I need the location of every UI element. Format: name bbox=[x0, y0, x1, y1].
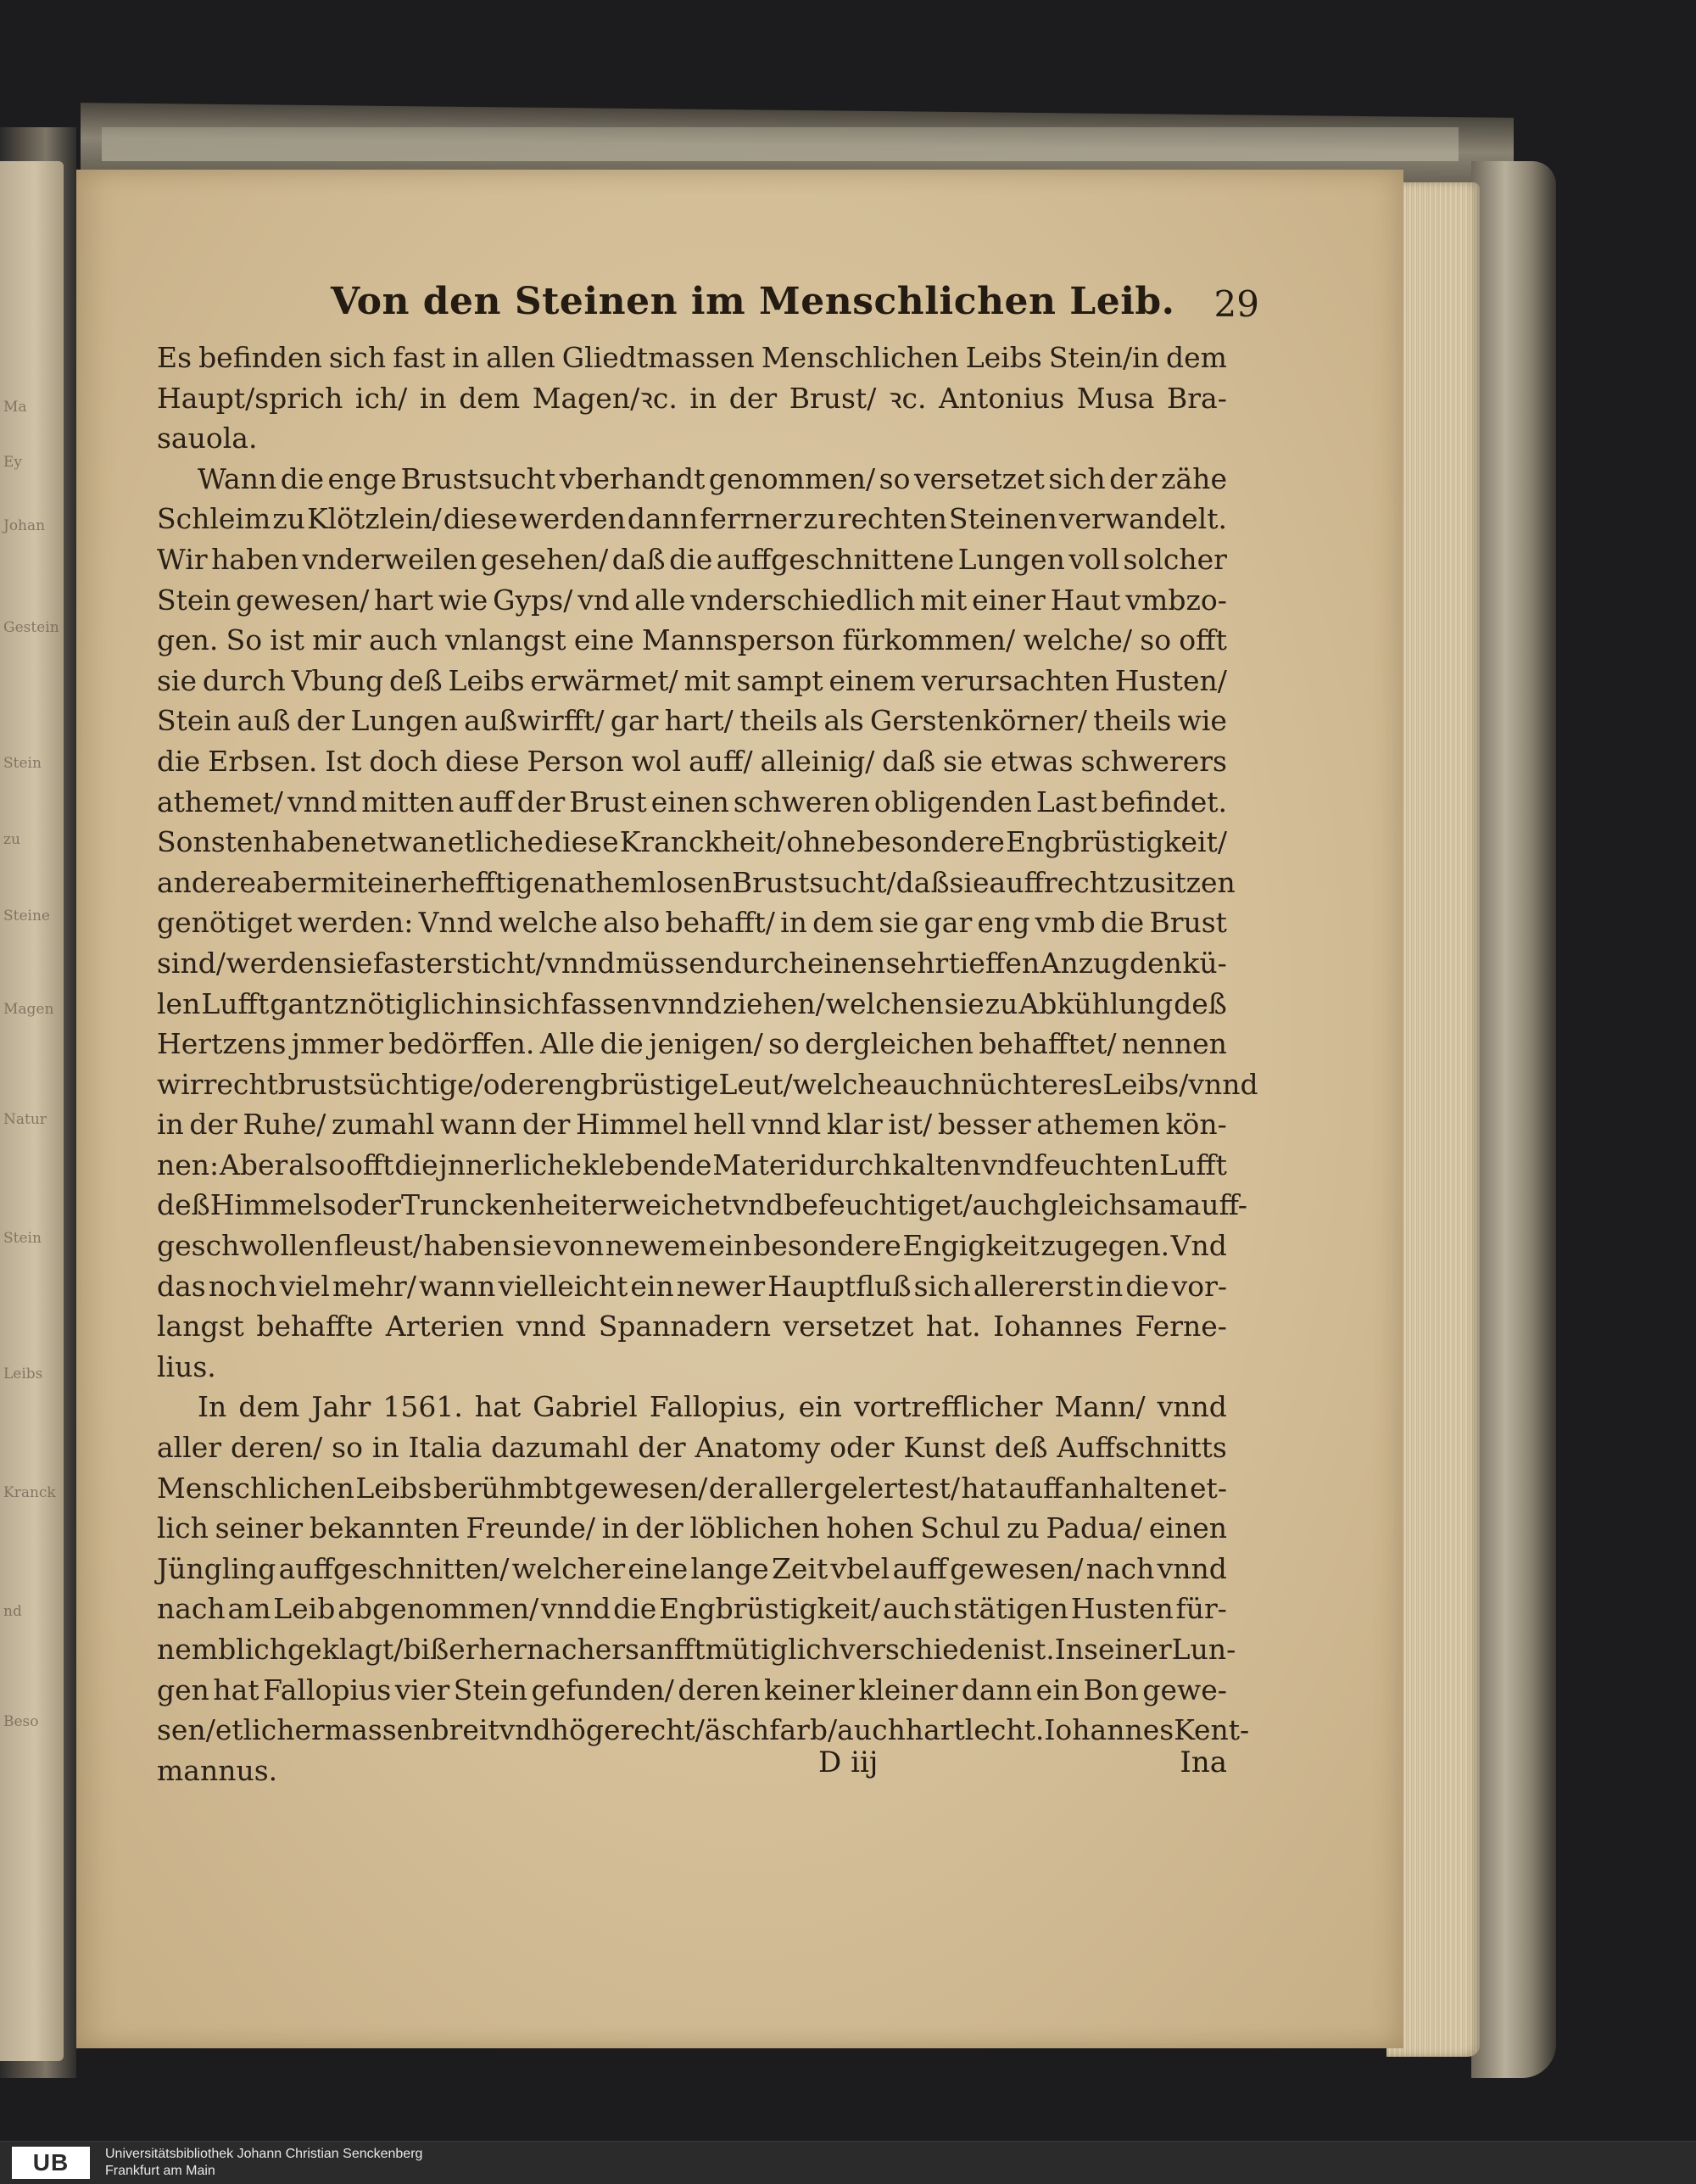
book-cover-right bbox=[1471, 161, 1556, 2078]
signature-mark: D iij bbox=[818, 1746, 879, 1779]
text-line: andere aber mit einer hefftigen athemlosen Brustsucht/ daß sie auffrecht zu sitzen bbox=[157, 865, 1236, 899]
text-line: Haupt/sprich ich/ in dem Magen/ꝛc. in der Brust/ ꝛc. Antonius Musa Bra- bbox=[157, 381, 1227, 415]
text-line: Sonsten haben etwan etliche diese Kranckheit/ ohne besondere Engbrüstigkeit/ bbox=[157, 825, 1227, 859]
text-line: In dem Jahr 1561. hat Gabriel Fallopius, ein vortrefflicher Mann/ vnnd bbox=[198, 1390, 1227, 1424]
text-line: lius. bbox=[157, 1349, 216, 1383]
neighbor-page-fragment: Ma bbox=[3, 399, 27, 416]
institution-city: Frankfurt am Main bbox=[105, 2164, 215, 2178]
text-line: gen hat Fallopius vier Stein gefunden/ deren keiner kleiner dann ein Bon gewe- bbox=[157, 1673, 1227, 1706]
text-line: mannus. bbox=[157, 1753, 278, 1787]
running-head bbox=[331, 280, 1259, 331]
neighbor-page-fragment: Natur bbox=[3, 1111, 47, 1128]
text-line: nemblich geklagt/ biß er hernacher sanfftmütiglich verschieden ist. In seiner Lun- bbox=[157, 1633, 1236, 1666]
text-line: Hertzens jmmer bedörffen. Alle die jenigen/ so dergleichen behafftet/ nennen bbox=[157, 1027, 1227, 1061]
neighbor-page-fragment: Ey bbox=[3, 454, 23, 471]
text-line: deß Himmels oder Trunckenheit erweichet vnd befeuchtiget/ auch gleichsam auff- bbox=[157, 1188, 1247, 1222]
neighbor-page-fragment: Kranck bbox=[3, 1484, 56, 1501]
text-line: athemet/ vnnd mitten auff der Brust einen schweren obligenden Last befindet. bbox=[157, 785, 1227, 818]
neighbor-page-fragment: zu bbox=[3, 831, 20, 848]
text-line: das noch viel mehr/ wann vielleicht ein newer Hauptfluß sich allererst in die vor- bbox=[157, 1269, 1227, 1303]
catchword: Ina bbox=[1180, 1746, 1227, 1779]
text-line: sie durch Vbung deß Leibs erwärmet/ mit sampt einem verursachten Husten/ bbox=[157, 663, 1227, 697]
neighbor-page-fragment: Johan bbox=[3, 517, 46, 534]
page-number: 29 bbox=[1213, 283, 1259, 325]
running-title: Von den Steinen im Menschlichen Leib. bbox=[331, 280, 1175, 323]
text-line: Wir haben vnderweilen gesehen/ daß die auffgeschnittene Lungen voll solcher bbox=[157, 542, 1227, 576]
text-line: aller deren/ so in Italia dazumahl der Anatomy oder Kunst deß Auffschnitts bbox=[157, 1431, 1227, 1465]
text-line: die Erbsen. Ist doch diese Person wol auff/ alleinig/ daß sie etwas schwerers bbox=[157, 744, 1227, 778]
neighbor-page-fragment: Stein bbox=[3, 1230, 42, 1247]
text-line: in der Ruhe/ zumahl wann der Himmel hell vnnd klar ist/ besser athemen kön- bbox=[157, 1108, 1227, 1142]
neighbor-page-fragment: Gestein bbox=[3, 619, 59, 636]
text-line: Stein auß der Lungen außwirfft/ gar hart/ theils als Gerstenkörner/ theils wie bbox=[157, 704, 1227, 738]
text-line: Menschlichen Leibs berühmbt gewesen/ der aller gelertest/ hat auff anhalten et- bbox=[157, 1471, 1227, 1505]
library-logo[interactable]: UB bbox=[12, 2147, 90, 2179]
text-line: Es befinden sich fast in allen Gliedtmassen Menschlichen Leibs Stein/in dem bbox=[157, 341, 1227, 374]
text-line: sen/ etlicher massen breit vnd högerecht/ äschfarb/ auch hartlecht. Iohannes Kent- bbox=[157, 1713, 1250, 1747]
book-cover-inner-edge bbox=[102, 127, 1459, 161]
neighbor-page-fragment: Magen bbox=[3, 1001, 54, 1018]
text-line: geschwollen fleust/ haben sie von newem ein besondere Engigkeit zugegen. Vnd bbox=[157, 1229, 1227, 1263]
text-line: sauola. bbox=[157, 422, 258, 455]
page-footer bbox=[157, 1746, 1227, 1796]
institution-name: Universitätsbibliothek Johann Christian Senckenberg bbox=[105, 2147, 423, 2161]
neighbor-page-fragment: nd bbox=[3, 1603, 22, 1620]
text-line: genötiget werden: Vnnd welche also behafft/ in dem sie gar eng vmb die Brust bbox=[157, 906, 1227, 940]
credit-bar bbox=[0, 2141, 1696, 2184]
text-line: Stein gewesen/ hart wie Gyps/ vnd alle vnderschiedlich mit einer Haut vmbzo- bbox=[157, 583, 1227, 617]
body-text bbox=[157, 338, 1258, 1790]
text-line: Wann die enge Brustsucht vberhandt genommen/ so versetzet sich der zähe bbox=[198, 461, 1227, 495]
text-line: nach am Leib abgenommen/ vnnd die Engbrüstigkeit/ auch stätigen Husten für- bbox=[157, 1592, 1227, 1626]
book-page bbox=[76, 170, 1403, 2048]
text-line: gen. So ist mir auch vnlangst eine Mannsperson fürkommen/ welche/ so offt bbox=[157, 623, 1227, 657]
neighbor-page-fragment: Steine bbox=[3, 908, 50, 924]
text-line: lich seiner bekannten Freunde/ in der löblichen hohen Schul zu Padua/ einen bbox=[157, 1511, 1227, 1545]
neighbor-page-fragment: Stein bbox=[3, 755, 42, 772]
text-line: wir recht brustsüchtige/ oder engbrüstige Leut/ welche auch nüchteres Leibs/ vnnd bbox=[157, 1067, 1258, 1101]
neighbor-page-fragment: Leibs bbox=[3, 1366, 43, 1382]
text-line: Schleim zu Klötzlein/ diese werden dann ferrner zu rechten Steinen verwandelt. bbox=[157, 502, 1227, 536]
text-line: Jüngling auffgeschnitten/ welcher eine lange Zeit vbel auff gewesen/ nach vnnd bbox=[157, 1551, 1227, 1585]
text-line: len Lufft gantz nötiglich in sich fassen vnnd ziehen/ welchen sie zu Abkühlung deß bbox=[157, 986, 1227, 1020]
text-line: langst behaffte Arterien vnnd Spannadern versetzet hat. Iohannes Ferne- bbox=[157, 1310, 1227, 1343]
text-line: nen: Aber also offt die jnnerliche klebende Materi durch kalten vnd feuchten Lufft bbox=[157, 1148, 1227, 1181]
neighbor-page-fragment: Beso bbox=[3, 1713, 39, 1730]
institution-credit bbox=[105, 2146, 422, 2180]
left-page-edge bbox=[0, 161, 64, 2061]
text-line: sind/ werden sie fast ersticht/ vnnd müssen durch einen sehr tieffen Anzug den kü- bbox=[157, 946, 1227, 980]
